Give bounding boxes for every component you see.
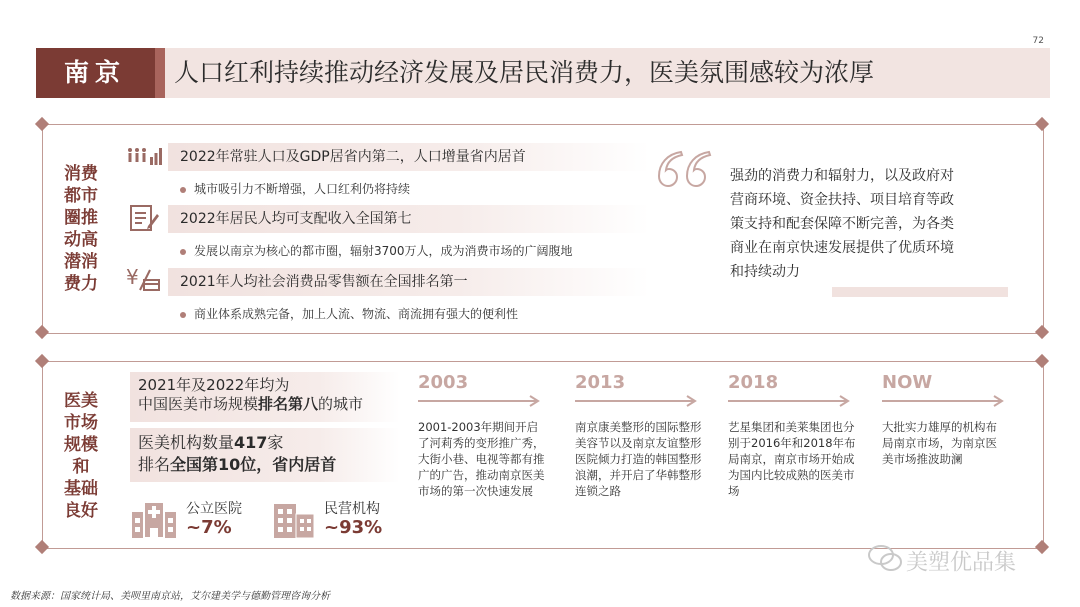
timeline-arrow — [418, 395, 558, 407]
bullet-dot — [180, 312, 186, 318]
timeline-year: NOW — [882, 372, 933, 393]
side-label-line: 都市 — [64, 186, 98, 206]
market-side-label — [56, 390, 106, 522]
count-text: 排名 — [138, 455, 171, 474]
side-label-line: 费力 — [64, 274, 98, 294]
consumption-item-head: 2022年居民人均可支配收入全国第七 — [168, 205, 650, 233]
quote-line: 营商环境、资金扶持、项目培育等政 — [730, 192, 954, 208]
timeline-text: 大批实力雄厚的机构布局南京市场，为南京医美市场推波助澜 — [882, 420, 997, 466]
rank-line-2 — [138, 395, 400, 414]
public-hospital-label: 公立医院 — [186, 501, 242, 517]
timeline-year: 2013 — [575, 372, 626, 393]
count-highlight: 全国第10位 — [170, 455, 257, 474]
timeline-year: 2003 — [418, 372, 469, 393]
rank-highlight: 排名第八 — [258, 395, 319, 413]
count-line-1 — [138, 432, 400, 454]
rank-text: 中国医美市场规模 — [138, 395, 259, 413]
rank-line-1: 2021年及2022年均为 — [138, 376, 290, 394]
rank-box — [130, 372, 400, 422]
population-chart-icon — [126, 145, 162, 169]
count-box — [130, 428, 400, 482]
yen-card-icon — [126, 264, 160, 294]
timeline-year: 2018 — [728, 372, 779, 393]
timeline-arrow — [882, 395, 1022, 407]
consumption-side-label — [56, 163, 106, 295]
timeline-item — [728, 372, 868, 499]
consumption-item-head: 2021年人均社会消费品零售额在全国排名第一 — [168, 268, 650, 296]
watermark-text: 美塑优品集 — [906, 550, 1017, 576]
side-label-line: 潜消 — [64, 252, 98, 272]
side-label-line: 和 — [72, 457, 90, 477]
timeline-text: 2001-2003年期间开启了河莉秀的变形推广秀，大街小巷、电视等都有推广的广告，推动南京医美市场的第一次快速发展 — [418, 420, 545, 498]
timeline-item — [575, 372, 715, 499]
consumption-item-bullet — [180, 305, 518, 322]
bullet-text: 发展以南京为核心的都市圈，辐射3700万人，成为消费市场的广阔腹地 — [194, 244, 573, 258]
quote-underline — [832, 287, 1008, 297]
city-label: 南京 — [63, 58, 126, 87]
bullet-dot — [180, 249, 186, 255]
consumption-item-head: 2022年常驻人口及GDP居省内第二，人口增量省内居首 — [168, 143, 650, 171]
source-note: 数据来源：国家统计局、美呗里南京站，艾尔建美学与德勤管理咨询分析 — [10, 591, 330, 602]
timeline-item — [882, 372, 1022, 467]
quote-line: 强劲的消费力和辐射力，以及政府对 — [730, 168, 954, 184]
consumption-item-bullet — [180, 180, 410, 197]
watermark — [868, 544, 1016, 578]
page-number: 72 — [1032, 36, 1044, 46]
timeline-text: 艺星集团和美莱集团也分别于2016年和2018年布局南京，南京市场开始成为国内比较成熟的医美市场 — [728, 420, 856, 498]
quote-mark-icon — [655, 148, 715, 192]
timeline-arrow — [728, 395, 868, 407]
count-highlight: 417 — [234, 433, 268, 452]
hospital-icon — [130, 498, 178, 540]
quote-line: 和持续动力 — [730, 264, 800, 280]
private-institution-share: ~93% — [324, 517, 383, 538]
rank-text: 的城市 — [318, 395, 364, 413]
side-label-line: 良好 — [64, 501, 98, 521]
title-accent-stripe — [155, 48, 165, 98]
side-label-line: 规模 — [64, 435, 98, 455]
side-label-line: 基础 — [64, 479, 98, 499]
count-text: 医美机构数量 — [138, 433, 235, 452]
wechat-icon — [868, 544, 902, 578]
page-title: 人口红利持续推动经济发展及居民消费力，医美氛围感较为浓厚 — [174, 58, 875, 87]
document-edit-icon — [128, 202, 160, 234]
bullet-text: 城市吸引力不断增强，人口红利仍将持续 — [194, 182, 411, 196]
consumption-item-bullet — [180, 242, 573, 259]
quote-text — [730, 164, 1010, 284]
side-label-line: 动高 — [64, 230, 98, 250]
quote-line: 策支持和配套保障不断完善，为各类 — [730, 216, 954, 232]
side-label-line: 市场 — [64, 413, 98, 433]
timeline-text: 南京康美整形的国际整形美容节以及南京友谊整形医院倾力打造的韩国整形浪潮，并开启了华韩整形连锁之路 — [575, 420, 702, 498]
count-highlight: ，省内居首 — [256, 455, 337, 474]
bullet-dot — [180, 187, 186, 193]
timeline-arrow — [575, 395, 715, 407]
side-label-line: 消费 — [64, 164, 98, 184]
svg-text:¥: ¥ — [126, 265, 139, 289]
timeline-item — [418, 372, 558, 499]
side-label-line: 圈推 — [64, 208, 98, 228]
side-label-line: 医美 — [64, 391, 98, 411]
public-hospital-share: ~7% — [186, 517, 232, 538]
private-institution-label: 民营机构 — [324, 501, 380, 517]
building-icon — [272, 498, 316, 540]
quote-line: 商业在南京快速发展提供了优质环境 — [730, 240, 954, 256]
count-text: 家 — [267, 433, 284, 452]
bullet-text: 商业体系成熟完备，加上人流、物流、商流拥有强大的便利性 — [194, 307, 519, 321]
count-line-2 — [138, 454, 400, 476]
